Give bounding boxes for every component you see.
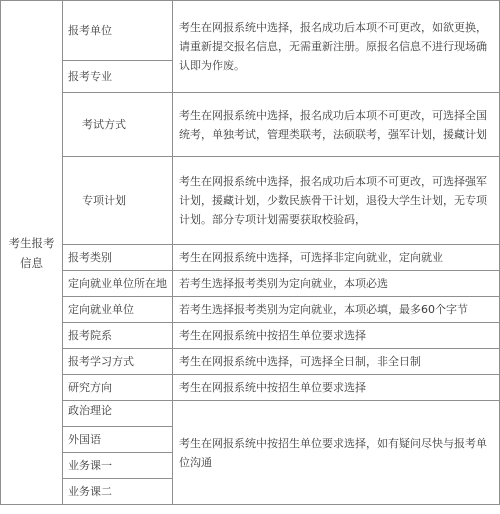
row-description-text: 考生在网报系统中选择，报名成功后本项不可更改，如欲更换，请重新提交报名信息，无需重新注册。原报名信息不进行现场确认即为作废。 [179, 21, 487, 72]
row-label: 报考学习方式 [63, 349, 173, 375]
merged-description: 考生在网报系统中按招生单位要求选择，如有疑问尽快与报考单位沟通 [173, 401, 500, 505]
row-label: 政治理论 [63, 401, 173, 427]
row-description: 考生在网报系统中按招生单位要求选择 [173, 323, 500, 349]
table-row [1, 157, 500, 245]
row-label: 报考院系 [63, 323, 173, 349]
row-label: 专项计划 [82, 194, 126, 207]
row-description: 若考生选择报考类别为定向就业，本项必填，最多60个字节 [173, 297, 500, 323]
row-label: 外国语 [63, 427, 173, 453]
row-description: 若考生选择报考类别为定向就业，本项必选 [173, 271, 500, 297]
table-row [1, 401, 500, 427]
table-row [1, 245, 500, 271]
row-description: 考生在网报系统中选择，报名成功后本项不可更改，可选择强军计划，援藏计划，少数民族骨干计划，退役大学生计划，无专项计划。部分专项计划需要获取校验码， [173, 157, 500, 245]
table-row [1, 1, 500, 61]
row-label: 报考类别 [63, 245, 173, 271]
group-label: 考生报考信息 [1, 1, 63, 505]
row-description: 考生在网报系统中选择，可选择全日制，非全日制 [173, 349, 500, 375]
row-description [173, 1, 500, 93]
row-label: 报考专业 [63, 61, 173, 93]
row-label: 报考单位 [63, 1, 173, 61]
table-row [1, 375, 500, 401]
row-label: 业务课二 [63, 479, 173, 505]
row-label: 定向就业单位所在地 [63, 271, 173, 297]
row-description: 考生在网报系统中按招生单位要求选择 [173, 375, 500, 401]
row-description: 考生在网报系统中选择，报名成功后本项不可更改，可选择全国统考，单独考试，管理类联考，法硕联考，强军计划，援藏计划 [173, 93, 500, 157]
row-label: 定向就业单位 [63, 297, 173, 323]
table-row [1, 297, 500, 323]
table-row [1, 323, 500, 349]
table-row [1, 271, 500, 297]
table-row [1, 93, 500, 157]
table-row [1, 349, 500, 375]
row-label: 考试方式 [82, 118, 126, 131]
row-description: 考生在网报系统中选择，可选择非定向就业，定向就业 [173, 245, 500, 271]
row-label: 研究方向 [63, 375, 173, 401]
row-label: 业务课一 [63, 453, 173, 479]
